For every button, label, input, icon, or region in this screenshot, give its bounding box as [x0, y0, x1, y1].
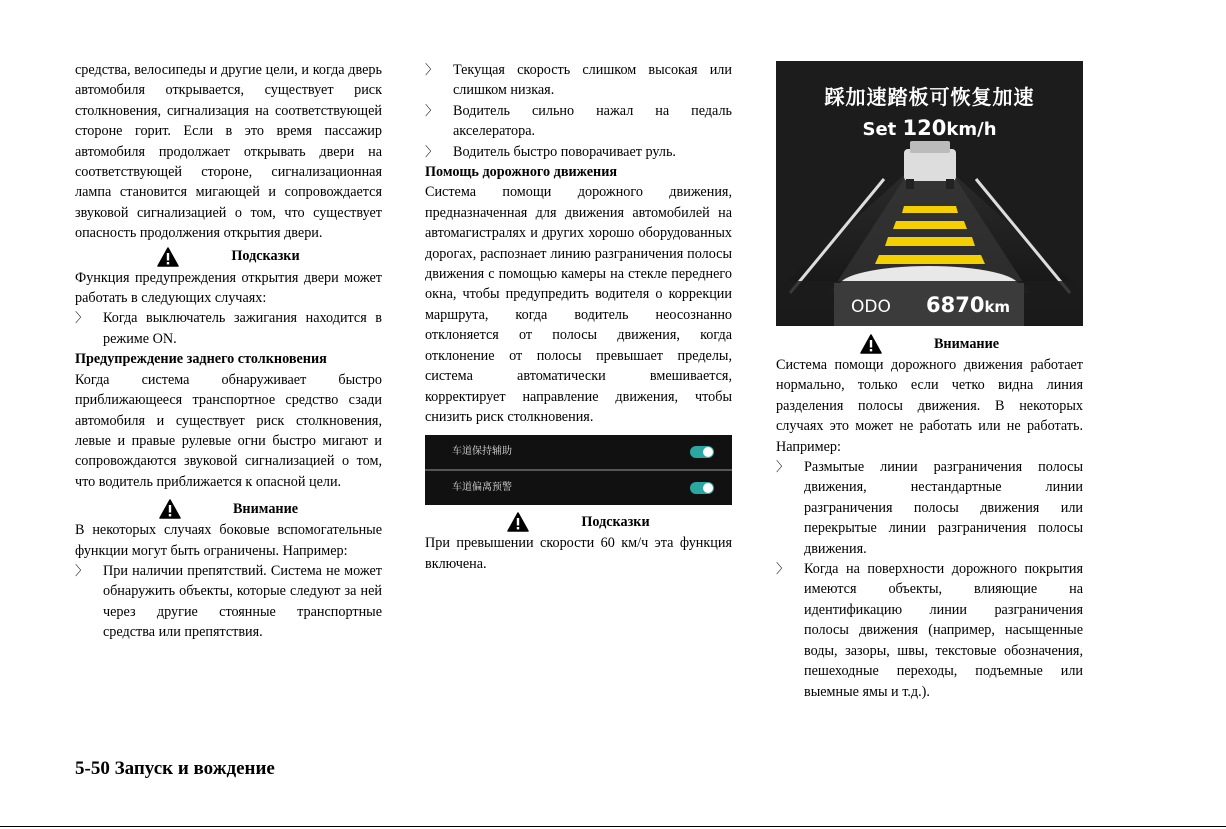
chevron-right-icon: 〉 — [425, 143, 439, 159]
warning-triangle-icon — [159, 499, 181, 519]
paragraph: средства, велосипеды и другие цели, и когда дверь автомобиля открывается, существует риск столкновения, сигнализация на соответствующей стороне горит. Если в это время пассажир автомобиля продолжает открывать двери на соответствующей стороне, сигнализационная лампа становится мигающей и сопровождается звуковой сигнализацией о том, что существует опасность продолжения открытия двери. — [75, 62, 382, 242]
hud-display-image — [776, 61, 1083, 326]
chevron-right-icon: 〉 — [75, 310, 89, 326]
list-item-text: Водитель сильно нажал на педаль акселератора. — [453, 102, 732, 140]
warning-triangle-icon — [860, 334, 882, 354]
list-item — [75, 561, 382, 643]
page-divider — [0, 826, 1226, 827]
attention-header — [75, 498, 382, 520]
list-item — [75, 308, 382, 349]
list-item-text: Размытые линии разграничения полосы движения, нестандартные линии разграничения полосы движения или перекрытые линии разграничения полосы движения. — [804, 459, 1083, 557]
list-item-text: Водитель быстро поворачивает руль. — [453, 143, 676, 160]
chevron-right-icon: 〉 — [425, 102, 439, 118]
hud-odo-label: ODO — [851, 297, 891, 317]
warning-triangle-icon — [507, 512, 529, 532]
section-heading: Помощь дорожного движения — [425, 164, 618, 181]
attention-text: В некоторых случаях боковые вспомогательные функции могут быть ограничены. Например: — [75, 522, 382, 559]
toggle-switch-on[interactable] — [690, 482, 714, 494]
tips-text: Функция предупреждения открытия двери может работать в следующих случаях: — [75, 269, 382, 307]
odo-unit: km — [984, 298, 1011, 316]
toggle-row-lane-departure[interactable] — [425, 469, 732, 505]
tips-title: Подсказки — [231, 248, 300, 265]
page-footer: 5-50 Запуск и вождение — [75, 758, 275, 779]
chevron-right-icon: 〉 — [425, 62, 439, 77]
attention-text: Система помощи дорожного движения работает нормально, только если четко видна линия разделения полосы движения. В некоторых случаях это может не работать или не работать. Например: — [776, 357, 1083, 455]
list-item — [425, 142, 732, 162]
list-item — [776, 559, 1083, 702]
list-item-text: Текущая скорость слишком высокая или слишком низкая. — [453, 62, 732, 99]
column-right — [776, 335, 1083, 702]
list-item-text: Когда на поверхности дорожного покрытия имеются объекты, влияющие на идентификацию линии разграничения полосы движения (например, насыщенные воды, зазоры, швы, текстовые обозначения, пешеходные переходы, подъемные или выемные ямы и т.д.). — [804, 561, 1083, 700]
hud-set-label: Set — [862, 119, 897, 140]
tips-title: Подсказки — [581, 514, 650, 531]
toggle-label: 车道保持辅助 — [452, 446, 512, 458]
attention-header — [776, 333, 1083, 355]
hud-odo-value — [926, 293, 1010, 317]
toggle-switch-on[interactable] — [690, 446, 714, 458]
paragraph: Система помощи дорожного движения, предназначенная для движения автомобилей на автомагистралях и других хорошо оборудованных дорогах, распознает линию разграничения полосы движения с помощью камеры на стекле переднего окна, чтобы предупредить водителя о коррекции маршрута, когда водитель неосознанно отклоняется от полосы движения, когда отклонение от полосы превышает пределы, система автоматически вмешивается, корректирует направление движения, чтобы снизить риск столкновения. — [425, 184, 732, 425]
warning-triangle-icon — [157, 247, 179, 267]
hud-speed-value: 120 — [902, 116, 947, 140]
chevron-right-icon: 〉 — [776, 459, 790, 475]
tips-header — [425, 511, 732, 533]
tips-text: При превышении скорости 60 км/ч эта функция включена. — [425, 535, 732, 572]
toggle-label: 车道偏离预警 — [452, 482, 512, 494]
attention-title: Внимание — [933, 335, 1000, 352]
hud-speed-unit: km/h — [946, 119, 997, 140]
hud-set-speed — [776, 116, 1083, 140]
chevron-right-icon: 〉 — [776, 561, 790, 577]
list-item — [425, 101, 732, 142]
paragraph: Когда система обнаруживает быстро приближающееся транспортное средство сзади автомобиля и существует риск столкновения, левые и правые рулевые огни быстро мигают и сопровождаются звуковой сигнализацией о том, что водитель приближается к опасной цели. — [75, 371, 382, 490]
list-item — [425, 60, 732, 101]
tips-header — [75, 246, 382, 268]
attention-title: Внимание — [232, 500, 299, 517]
chevron-right-icon: 〉 — [75, 562, 89, 578]
settings-toggle-panel — [425, 435, 732, 505]
column-left — [75, 60, 382, 643]
odo-number: 6870 — [926, 293, 985, 317]
list-item-text: Когда выключатель зажигания находится в режиме ON. — [103, 310, 382, 347]
list-item — [776, 457, 1083, 559]
toggle-row-lane-keep[interactable] — [425, 435, 732, 469]
hud-message: 踩加速踏板可恢复加速 — [824, 85, 1035, 109]
list-item-text: При наличии препятствий. Система не может обнаружить объекты, которые следуют за ней через другие стоянные транспортные средства или препятствия. — [103, 562, 382, 641]
column-middle — [425, 60, 732, 574]
section-heading: Предупреждение заднего столкновения — [75, 351, 327, 368]
